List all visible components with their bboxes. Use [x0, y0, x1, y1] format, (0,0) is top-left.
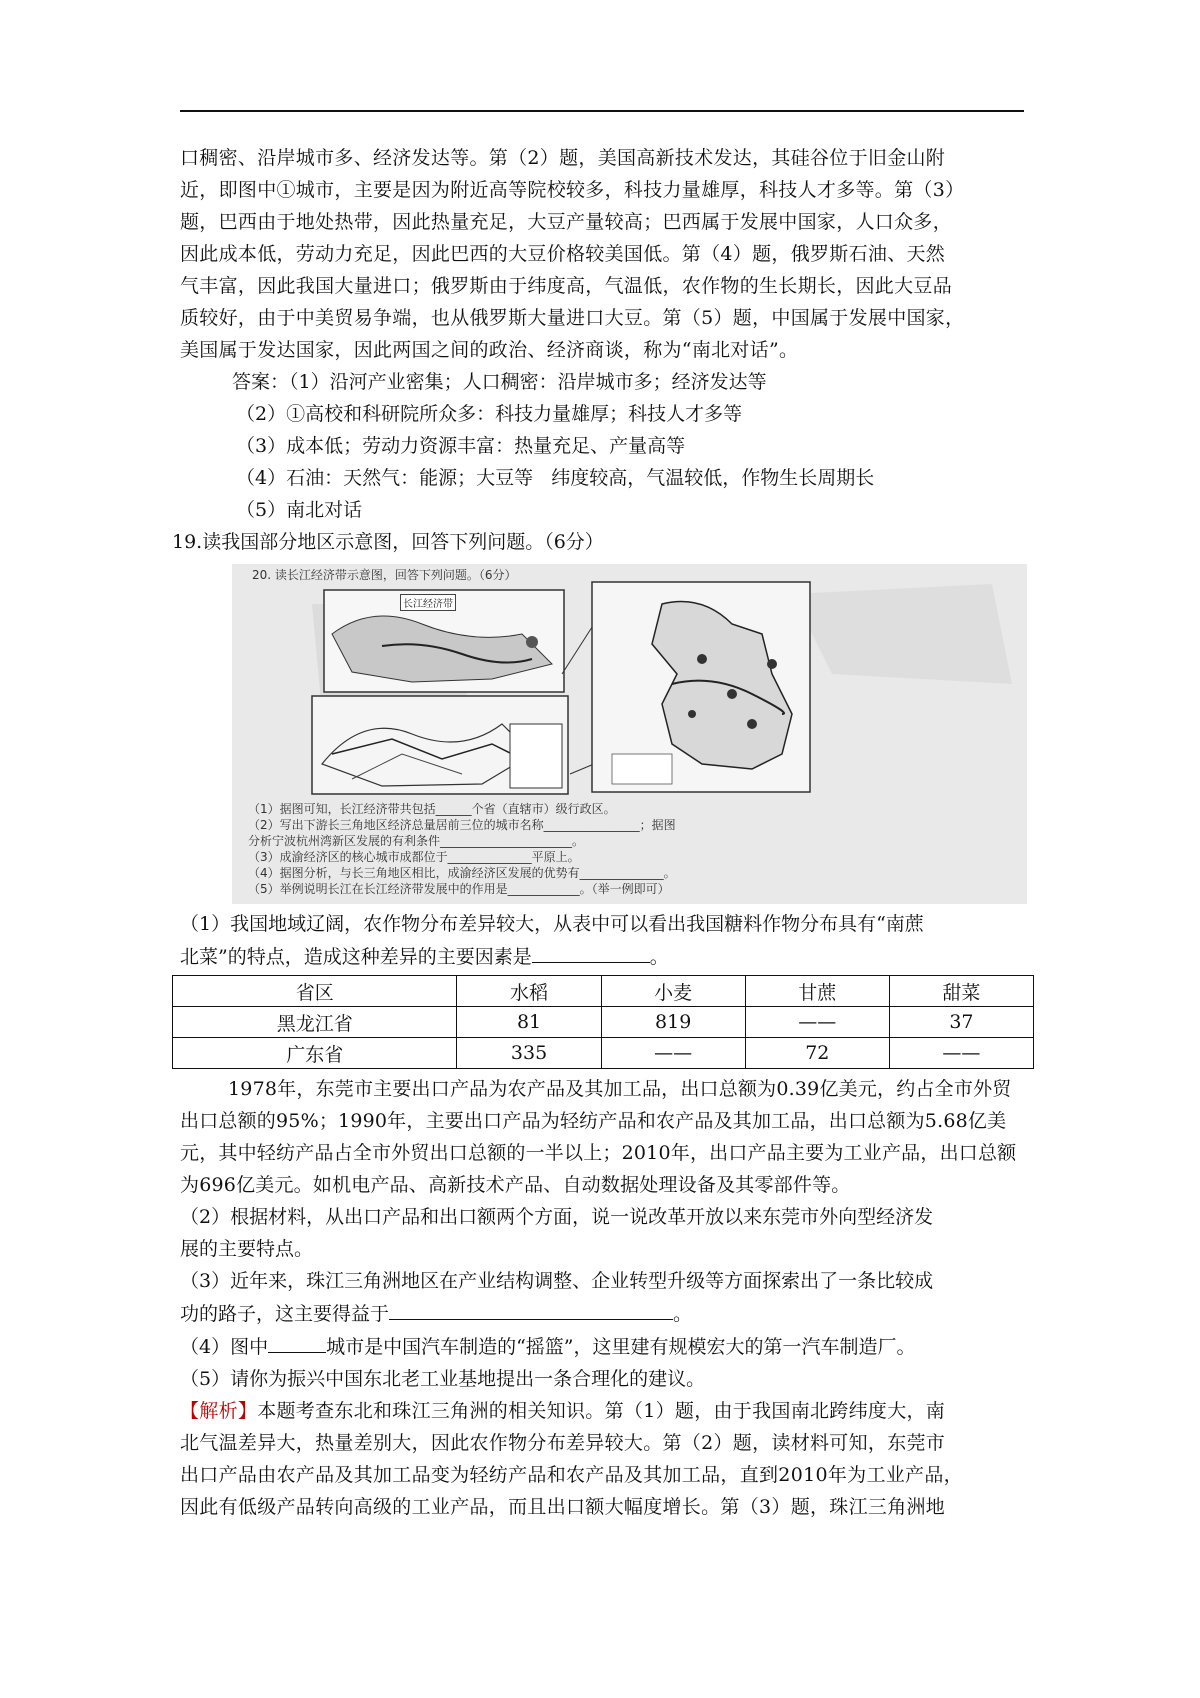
map-label: 长江经济带: [400, 594, 456, 611]
answer-text: （1）沿河产业密集；人口稠密：沿岸城市多；经济发达等: [289, 371, 767, 393]
question-4-text: 城市是中国汽车制造的“摇篮”，这里建有规模宏大的第一汽车制造厂。: [326, 1336, 916, 1358]
table-cell: ——: [889, 1038, 1033, 1069]
question-1-text: 北菜”的特点，造成这种差异的主要因素是: [180, 946, 532, 968]
answer-line-4: （4）石油：天然气：能源；大豆等 纬度较高，气温较低，作物生长周期长: [236, 467, 875, 489]
analysis-line: 北气温差异大，热量差别大，因此农作物分布差异较大。第（2）题，读材料可知，东莞市: [180, 1432, 946, 1454]
analysis-tag: 【解析】: [180, 1400, 258, 1422]
question-2-line: （2）根据材料，从出口产品和出口额两个方面，说一说改革开放以来东莞市外向型经济发: [180, 1206, 934, 1228]
question-4-text: （4）图中: [180, 1336, 269, 1358]
figure-title: 20. 读长江经济带示意图，回答下列问题。（6分）: [252, 568, 517, 582]
table-cell: 335: [457, 1038, 601, 1069]
table-cell: 37: [889, 1007, 1033, 1038]
question-1-end: 。: [649, 946, 669, 968]
answer-line-5: （5）南北对话: [236, 499, 363, 521]
answer-line-1: [180, 366, 1030, 398]
answer-blank[interactable]: [268, 1330, 326, 1353]
explanation-line: 美国属于发达国家，因此两国之间的政治、经济商谈，称为“南北对话”。: [180, 339, 799, 361]
table-row: [173, 1007, 1034, 1038]
table-header-cell: 省区: [173, 976, 457, 1007]
table-row: [173, 1038, 1034, 1069]
question-3-text: 功的路子，这主要得益于: [180, 1303, 390, 1325]
analysis-line: 出口产品由农产品及其加工品变为轻纺产品和农产品及其加工品，直到2010年为工业产品，: [180, 1464, 963, 1486]
figure-subquestion: （1）据图可知，长江经济带共包括______个省（直辖市）级行政区。: [248, 802, 616, 816]
table-header-cell: 甘蔗: [745, 976, 889, 1007]
figure-subquestion: （5）举例说明长江在长江经济带发展中的作用是____________。（举一例即可）: [248, 882, 670, 896]
crop-table: [172, 975, 1034, 1069]
table-cell: 黑龙江省: [173, 1007, 457, 1038]
answer-line-2: （2）①高校和科研院所众多：科技力量雄厚；科技人才多等: [236, 403, 743, 425]
explanation-line: 气丰富，因此我国大量进口；俄罗斯由于纬度高，气温低，农作物的生长期长，因此大豆品: [180, 275, 953, 297]
material-line: 1978年，东莞市主要出口产品为农产品及其加工品，出口总额为0.39亿美元，约占全: [228, 1078, 954, 1100]
material-line: 业产品，出口总额为696亿美元。如机电产品、高新技术产品、自动数据处理设备及其零部: [180, 1142, 1017, 1196]
table-header-cell: 甜菜: [889, 976, 1033, 1007]
answer-blank[interactable]: [389, 1297, 673, 1320]
figure-subquestion: （4）据图分析，与长三角地区相比，成渝经济区发展的优势有______________。: [248, 866, 676, 880]
table-header-row: [173, 976, 1034, 1007]
question-1-line: [180, 940, 1030, 973]
table-cell: ——: [745, 1007, 889, 1038]
document-page: [172, 142, 1030, 1523]
answer-blank[interactable]: [532, 940, 650, 963]
table-cell: 81: [457, 1007, 601, 1038]
yangtze-economic-belt-figure: [232, 564, 1027, 904]
table-header-cell: 水稻: [457, 976, 601, 1007]
answer-line-3: （3）成本低；劳动力资源丰富：热量充足、产量高等: [236, 435, 686, 457]
explanation-line: 题，巴西由于地处热带，因此热量充足，大豆产量较高；巴西属于发展中国家，人口众多，: [180, 211, 953, 233]
figure-subquestion: （3）成渝经济区的核心城市成都位于______________平原上。: [248, 850, 580, 864]
analysis-line: [180, 1395, 1030, 1427]
material-line: 件等。: [792, 1174, 851, 1196]
question-3-end: 。: [673, 1303, 693, 1325]
question-1-line: （1）我国地域辽阔，农作物分布差异较大，从表中可以看出我国糖料作物分布具有“南蔗: [180, 913, 924, 935]
answer-label: 答案：: [232, 371, 290, 393]
header-rule: [180, 110, 1024, 112]
analysis-line: 因此有低级产品转向高级的工业产品，而且出口额大幅度增长。第（3）题，珠江三角洲地: [180, 1496, 946, 1518]
table-cell: 72: [745, 1038, 889, 1069]
question-19-stem: 19.读我国部分地区示意图，回答下列问题。（6分）: [172, 531, 604, 553]
figure-subquestion: （2）写出下游长三角地区经济总量居前三位的城市名称________________；据图: [248, 818, 676, 832]
material-line: 市外贸出口总额的95%；1990年，主要出口产品为轻纺产品和农产品及其加工品，出口总额: [180, 1078, 1012, 1132]
explanation-line: 口稠密、沿岸城市多、经济发达等。第（2）题，美国高新技术发达，其硅谷位于旧金山附: [180, 147, 946, 169]
explanation-line: 因此成本低，劳动力充足，因此巴西的大豆价格较美国低。第（4）题，俄罗斯石油、天然: [180, 243, 946, 265]
material-paragraph: [180, 1073, 1030, 1201]
explanation-line: 近，即图中①城市，主要是因为附近高等院校较多，科技力量雄厚，科技人才多等。第（3）: [180, 179, 965, 201]
question-3-line: [180, 1297, 1030, 1330]
question-2-line: 展的主要特点。: [180, 1238, 314, 1260]
table-cell: 广东省: [173, 1038, 457, 1069]
analysis-text: 本题考查东北和珠江三角洲的相关知识。第（1）题，由于我国南北跨纬度大，南: [257, 1400, 946, 1422]
table-cell: 819: [601, 1007, 745, 1038]
question-4-line: [180, 1330, 1030, 1363]
table-header-cell: 小麦: [601, 976, 745, 1007]
figure-subquestion: 分析宁波杭州湾新区发展的有利条件______________________。: [248, 834, 585, 848]
question-3-line: （3）近年来，珠江三角洲地区在产业结构调整、企业转型升级等方面探索出了一条比较成: [180, 1270, 934, 1292]
explanation-line: 质较好，由于中美贸易争端，也从俄罗斯大量进口大豆。第（5）题，中国属于发展中国家，: [180, 307, 965, 329]
table-cell: ——: [601, 1038, 745, 1069]
question-5-line: （5）请你为振兴中国东北老工业基地提出一条合理化的建议。: [180, 1368, 706, 1390]
material-line: 为5.68亿美元，其中轻纺产品占全市外贸出口总额的一半以上；2010年，出口产品主要为工: [180, 1110, 1007, 1164]
